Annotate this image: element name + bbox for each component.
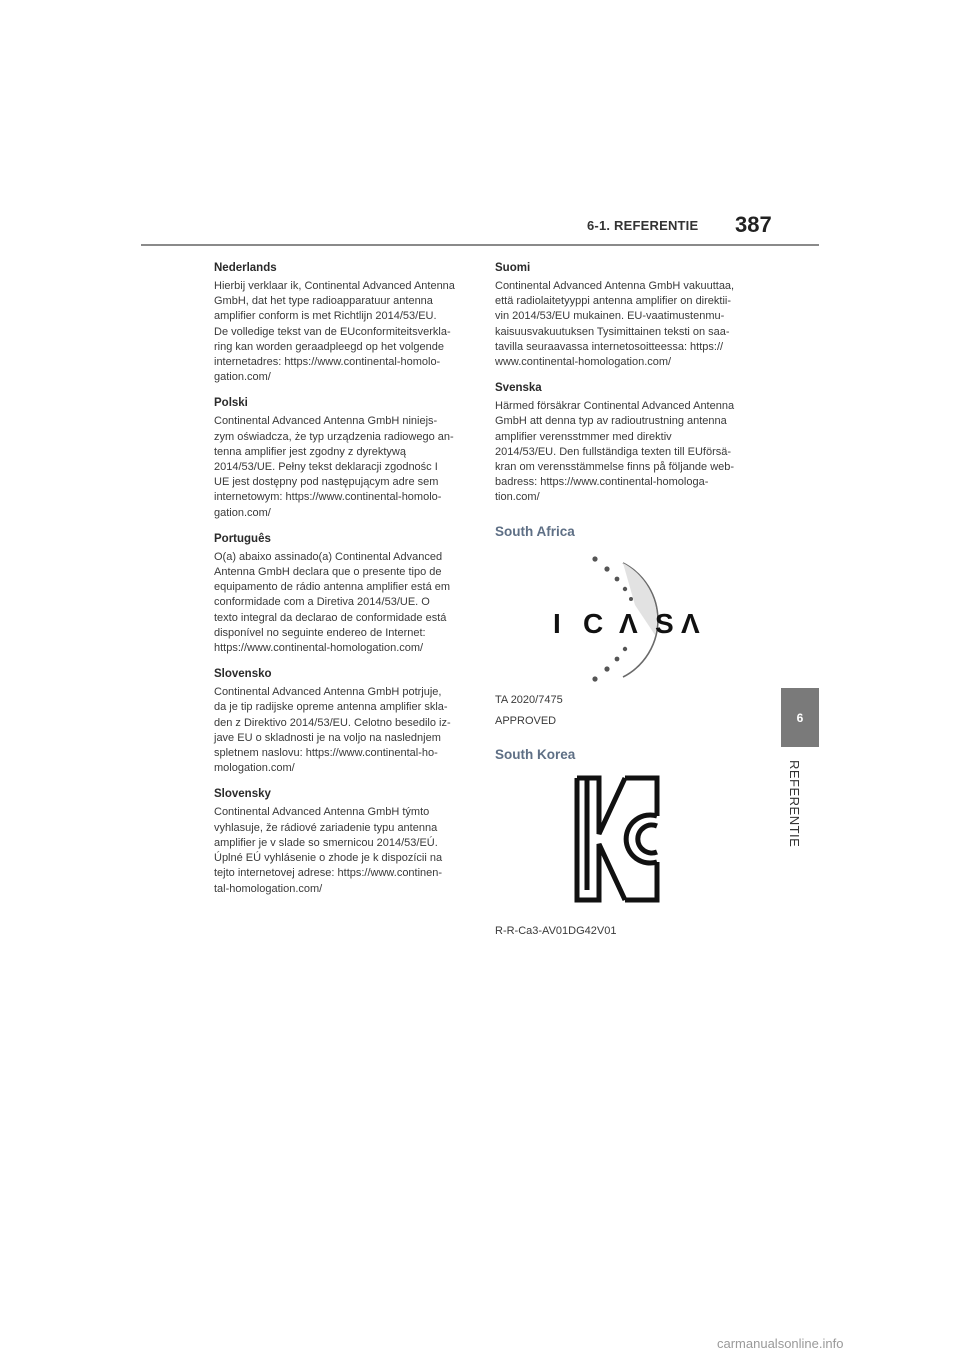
section-title: 6-1. REFERENTIE (587, 218, 699, 233)
icasa-letter-a: Λ (619, 607, 638, 639)
lang-text: Continental Advanced Antenna GmbH vakuuttaa, että radiolaitetyyppi antenna amplifier on direktii- vin 2014/53/EU mukainen. EU-vaatimustenmu- kaisuusvakuutuksen Tysimittainen teksti on saa- tavilla seuraavassa internetosoitteessa: https:// www.continental-homologation.com/ (495, 280, 735, 369)
kc-mark-icon (495, 768, 751, 908)
approval-status: APPROVED (495, 714, 557, 727)
lang-text: O(a) abaixo assinado(a) Continental Advanced Antenna GmbH declara que o presente tipo de equipamento de rádio antenna amplifier está em conformidade com a Diretiva 2014/53/UE. O texto integral da declarao de conformidade está disponível no seguinte endereo de Internet: https://www.continental-homologation.com/ (214, 550, 451, 655)
icasa-letter-s: S (655, 607, 674, 639)
watermark: carmanualsonline.info (717, 1336, 844, 1351)
lang-text: Hierbij verklaar ik, Continental Advanced Antenna GmbH, dat het type radioapparatuur antenna amplifier conform is met Richtlijn 2014/53/EU. De volledige tekst van de EUconformiteitsverkla- ring kan worden geraadpleegd op het volgende internetadres: https://www.continental-homolo- gation.com/ (214, 280, 455, 384)
lang-text: Continental Advanced Antenna GmbH niniejs- zym oświadcza, że typ urządzenia radiowego an- tenna amplifier jest zgodny z dyrektywą 2014/53/UE. Pełny tekst deklaracji zgodnośc I UE jest dostępny pod następującym adre sem internetowym: https://www.continental-homolo- gation.com/ (214, 415, 454, 519)
chapter-tab (781, 688, 819, 747)
icasa-letter-c: C (583, 607, 604, 639)
lang-text: Härmed försäkrar Continental Advanced Antenna GmbH att denna typ av radioutrustning antenna amplifier verensstmmer med direktiv 2014/53/EU. Den fullständiga texten till EUförsä- kran om verensstämmelse finns på följande web- badress: https://www.continental-homologa- tion.com/ (495, 400, 735, 504)
lang-text: Continental Advanced Antenna GmbH potrjuje, da je tip radijske opreme antenna amplifier skla- den z Direktivo 2014/53/EU. Celotno besedilo iz- jave EU o skladnosti je na voljo na naslednjem spletnem naslovu: https://www.continental-ho- mologation.com/ (214, 686, 451, 775)
left-column (214, 262, 470, 909)
country-heading-south-africa: South Africa (495, 523, 575, 539)
chapter-title-vertical: REFERENTIE (787, 760, 802, 848)
lang-heading: Slovensko (214, 668, 272, 681)
icasa-letter-i: I (553, 607, 561, 639)
lang-block-portugues (214, 533, 470, 656)
lang-block-nederlands (214, 262, 470, 385)
header-rule (141, 244, 819, 246)
country-heading-south-korea: South Korea (495, 746, 576, 762)
lang-block-slovensko (214, 668, 470, 776)
page-number: 387 (735, 212, 772, 237)
lang-block-svenska (495, 382, 751, 505)
lang-heading: Slovensky (214, 788, 271, 801)
lang-heading: Polski (214, 397, 248, 410)
ta-number: TA 2020/7475 (495, 693, 563, 706)
lang-block-suomi (495, 262, 751, 370)
icasa-letter-a2: Λ (681, 607, 700, 639)
lang-heading: Português (214, 532, 271, 545)
lang-text: Continental Advanced Antenna GmbH týmto vyhlasuje, že rádiové zariadenie typu antenna amplifier je v slade so smernicou 2014/53/EÚ. Úplné EÚ vyhlásenie o zhode je k dispozícii na tejto internetovej adrese: https://www.continen- tal-homologation.com/ (214, 806, 443, 895)
icasa-logo (495, 545, 751, 683)
lang-heading: Nederlands (214, 262, 277, 274)
lang-block-polski (214, 397, 470, 520)
lang-heading: Svenska (495, 382, 542, 395)
lang-block-slovensky (214, 788, 470, 896)
kc-certification-code: R-R-Ca3-AV01DG42V01 (495, 924, 617, 937)
right-column (495, 262, 751, 941)
lang-heading: Suomi (495, 262, 531, 274)
chapter-number: 6 (796, 710, 804, 725)
